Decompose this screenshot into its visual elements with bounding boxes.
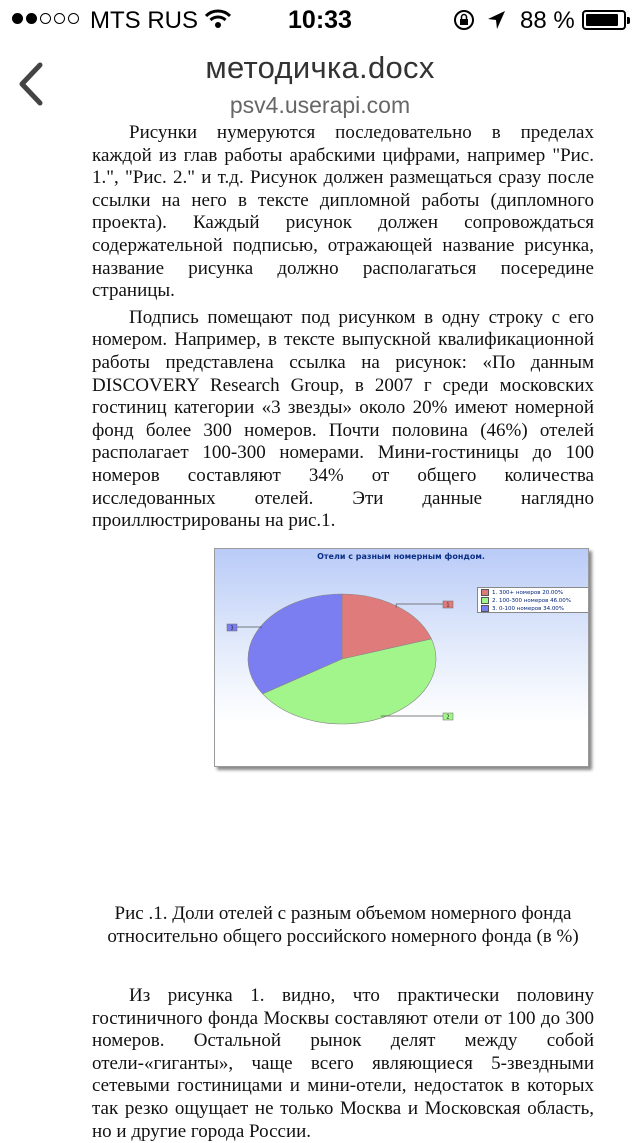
rotation-lock-icon (452, 9, 476, 31)
document-body (92, 122, 594, 533)
paragraph-3: Из рисунка 1. видно, что практически половину гостиничного фонда Москвы составляют отели от 100 до 300 номеров. Остальной рынок делят между собой отели-«гиганты», чаще всего являющиеся 5-звездными сетевыми гостиницами и мини-отели, недостаток в которых так резко ощущает не только Москва и Московская область, но и другие города России. (92, 985, 594, 1142)
slice-leader-line (381, 716, 443, 717)
paragraph-2: Подпись помещают под рисунком в одну строку с его номером. Например, в тексте выпускной квалификационной работы представлена ссылка на рисунок: «По данным DISCOVERY Research Group, в 2007 г среди московских гостиниц категории «3 звезды» около 20% имеют номерной фонд более 300 номеров. Почти половина (46%) отелей располагает 100-300 номерами. Мини-гостиницы до 100 номеров составляют 34% от общего количества исследованных отелей. Эти данные наглядно проиллюстрированы на рис.1. (92, 306, 594, 532)
document-title: методичка.docx (205, 50, 435, 85)
pie-chart-canvas (215, 549, 588, 766)
pie-chart (214, 548, 589, 767)
paragraph-1: Рисунки нумеруются последовательно в пределах каждой из глав работы арабскими цифрами, например "Рис. 1.", "Рис. 2." и т.д. Рисунок должен размещаться сразу после ссылки на него в тексте дипломной работы (дипломного проекта). Каждый рисунок должен сопровождаться содержательной подписью, отражающей название рисунка, название рисунка должно располагаться посередине страницы. (92, 122, 594, 302)
slice-leader-line (396, 604, 443, 607)
chart-title: Отели с разным номерным фондом. (317, 552, 485, 561)
battery-percent: 88 % (520, 7, 575, 34)
chart-legend (477, 587, 589, 613)
legend-item: 3. 0-100 номеров 34.00% (481, 605, 588, 613)
status-bar (0, 0, 640, 40)
navigation-bar (0, 40, 640, 122)
carrier-name: MTS RUS (90, 7, 198, 34)
clock: 10:33 (288, 6, 352, 34)
legend-item: 2. 100-300 номеров 46.00% (481, 597, 588, 605)
slice-label: 1 (446, 602, 450, 609)
document-source: psv4.userapi.com (229, 92, 411, 118)
slice-label: 3 (230, 625, 234, 632)
location-arrow-icon (486, 9, 506, 31)
slice-leader-line (237, 627, 261, 628)
document-body-continued (92, 985, 594, 1143)
battery-icon (582, 10, 626, 30)
slice-label: 2 (446, 714, 450, 721)
legend-item: 1. 300+ номеров 20.00% (481, 589, 588, 597)
figure-caption: Рис .1. Доли отелей с разным объемом номерного фонда относительно общего российского номерного фонда (в %) (107, 903, 579, 947)
